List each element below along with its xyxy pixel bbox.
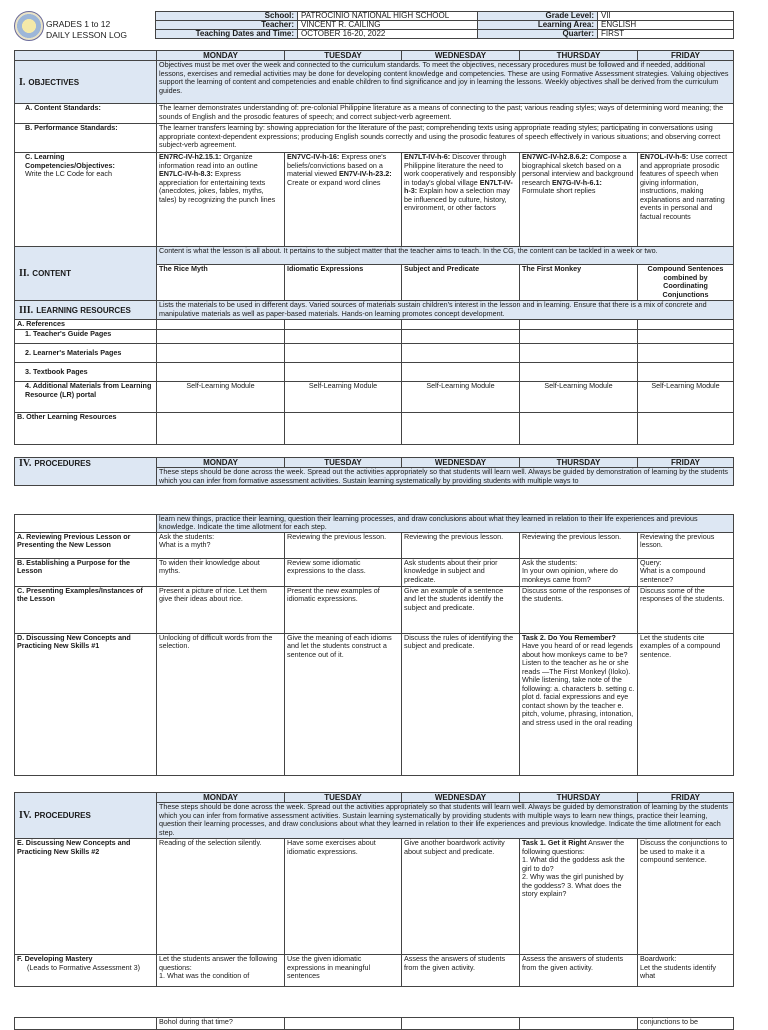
competency-thursday: EN7WC-IV-h2.8.6.2: Compose a biographical sketch based on a personal interview and background research EN7G-IV-h-6.1: Formulate short replies (520, 153, 638, 247)
content-heading: II. CONTENT (15, 247, 157, 301)
day-friday: FRIDAY (638, 793, 734, 803)
discussing2-thursday: Task 1. Get it Right Answer the following questions: 1. What did the goddess ask the girl to do? 2. Why was the girl punished by the goddess? 3. What does the story explain? (520, 839, 638, 955)
objectives-heading: I. OBJECTIVES (15, 61, 157, 104)
lesson-log-table (14, 50, 734, 445)
day-tuesday: TUESDAY (285, 793, 402, 803)
day-friday: FRIDAY (638, 458, 734, 468)
competency-monday: EN7RC-IV-h2.15.1: Organize information read into an outline EN7LC-IV-h-8.3: Express appreciation for entertaining texts (anecdotes, jokes, fables, myths, tales) by recognizing the punch lines (157, 153, 285, 247)
competency-friday: EN7OL-IV-h-5: Use correct and appropriate prosodic features of speech when giving information, instructions, making explanations and narrating events in personal and factual recounts (638, 153, 734, 247)
learners-materials-label: 2. Learner's Materials Pages (15, 344, 157, 363)
day-wednesday: WEDNESDAY (402, 458, 520, 468)
procedures-heading-page1: IV. PROCEDURES (15, 458, 157, 486)
content-topic-monday: The Rice Myth (157, 265, 285, 301)
day-thursday: THURSDAY (520, 793, 638, 803)
teacher-value: VINCENT R. CAILING (298, 21, 478, 30)
teaching-dates-label: Teaching Dates and Time: (156, 30, 298, 39)
day-tuesday: TUESDAY (285, 458, 402, 468)
procedures-note-full: These steps should be done across the week. Spread out the activities appropriately so that students will learn well. Always be guided by demonstration of learning by the students which you can infer from formative assessment activities. Sustain learning systematically by providing students with multiple ways to learn new things, practice their learning, question their learning processes, and draw conclusions about what they learned in relation to their life experiences and previous knowledge. Indicate the time allotment for each step. (157, 803, 734, 839)
mastery-monday-continued: Bohol during that time? (157, 1018, 285, 1030)
additional-materials-friday: Self-Learning Module (638, 382, 734, 413)
discussing2-monday: Reading of the selection silently. (157, 839, 285, 955)
daily-lesson-log-label: DAILY LESSON LOG (46, 30, 127, 40)
reviewing-lesson-label: A. Reviewing Previous Lesson or Presenting the New Lesson (15, 533, 157, 559)
purpose-thursday: Ask the students: In your own opinion, where do monkeys came from? (520, 559, 638, 587)
quarter-value: FIRST (598, 30, 734, 39)
day-monday: MONDAY (157, 51, 285, 61)
mastery-thursday: Assess the answers of students from the given activity. (520, 955, 638, 987)
day-monday: MONDAY (157, 793, 285, 803)
competency-tuesday: EN7VC-IV-h-16: Express one's beliefs/convictions based on a material viewed EN7V-IV-h-23.2: Create or expand word clines (285, 153, 402, 247)
procedures-table-page2 (14, 514, 734, 776)
day-wednesday: WEDNESDAY (402, 51, 520, 61)
mastery-friday-continued: conjunctions to be (638, 1018, 734, 1030)
content-topic-wednesday: Subject and Predicate (402, 265, 520, 301)
procedures-note-part1: These steps should be done across the week. Spread out the activities appropriately so that students will learn well. Always be guided by demonstration of learning by the students which you can infer from formative assessment activities. Sustain learning systematically by providing students with multiple ways to (157, 468, 734, 486)
presenting-monday: Present a picture of rice. Let them give their ideas about rice. (157, 587, 285, 634)
learning-competencies-label: C. Learning Competencies/Objectives: Write the LC Code for each (15, 153, 157, 247)
discussing-skills-2-label: E. Discussing New Concepts and Practicing New Skills #2 (15, 839, 157, 955)
day-thursday: THURSDAY (520, 51, 638, 61)
reviewing-tuesday: Reviewing the previous lesson. (285, 533, 402, 559)
grades-label: GRADES 1 to 12 (46, 19, 111, 29)
quarter-label: Quarter: (478, 30, 598, 39)
teacher-label: Teacher: (156, 21, 298, 30)
mastery-wednesday: Assess the answers of students from the given activity. (402, 955, 520, 987)
day-tuesday: TUESDAY (285, 51, 402, 61)
learning-area-value: ENGLISH (598, 21, 734, 30)
content-standards-text: The learner demonstrates understanding of: pre-colonial Philippine literature as a means of connecting to the past; various reading styles; ways of determining word meaning; the sounds of English and the prosodic features of speech; and correct subject-verb agreement. (157, 104, 734, 124)
learning-resources-note: Lists the materials to be used in different days. Varied sources of materials sustain children's interest in the lesson and in learning. Ensure that there is a mix of concrete and manipulative materials as well as paper-based materials. Hands-on learning promotes concept development. (157, 301, 734, 320)
procedures-note-part2: learn new things, practice their learning, question their learning processes, and draw conclusions about what they learned in relation to their life experiences and previous knowledge. Indicate the time allotment for each step. (157, 515, 734, 533)
procedures-table-page3 (14, 792, 734, 987)
school-label: School: (156, 12, 298, 21)
learning-resources-heading: III. LEARNING RESOURCES (15, 301, 157, 320)
additional-materials-tuesday: Self-Learning Module (285, 382, 402, 413)
school-value: PATROCINIO NATIONAL HIGH SCHOOL (298, 12, 478, 21)
day-thursday: THURSDAY (520, 458, 638, 468)
teaching-dates-value: OCTOBER 16-20, 2022 (298, 30, 478, 39)
discussing1-monday: Unlocking of difficult words from the selection. (157, 634, 285, 776)
discussing-skills-1-label: D. Discussing New Concepts and Practicing New Skills #1 (15, 634, 157, 776)
procedures-heading-page3: IV. PROCEDURES (15, 793, 157, 839)
performance-standards-text: The learner transfers learning by: showing appreciation for the literature of the past; comprehending texts using appropriate reading styles; participating in conversations using appropriate context-dependent expressions; producing English sounds correctly and using the prosodic features of speech effectively in various situations; and observing correct subject-verb agreement. (157, 124, 734, 153)
deped-seal-logo (14, 11, 44, 41)
purpose-monday: To widen their knowledge about myths. (157, 559, 285, 587)
content-note: Content is what the lesson is all about. It pertains to the subject matter that the teacher aims to teach. In the CG, the content can be tackled in a week or two. (157, 247, 734, 265)
reviewing-friday: Reviewing the previous lesson. (638, 533, 734, 559)
content-topic-thursday: The First Monkey (520, 265, 638, 301)
grade-level-label: Grade Level: (478, 12, 598, 21)
day-wednesday: WEDNESDAY (402, 793, 520, 803)
reviewing-thursday: Reviewing the previous lesson. (520, 533, 638, 559)
developing-mastery-label: F. Developing Mastery (Leads to Formative Assessment 3) (15, 955, 157, 987)
additional-materials-label: 4. Additional Materials from Learning Resource (LR) portal (15, 382, 157, 413)
discussing1-wednesday: Discuss the rules of identifying the subject and predicate. (402, 634, 520, 776)
other-resources-label: B. Other Learning Resources (15, 413, 157, 445)
discussing1-thursday: Task 2. Do You Remember? Have you heard of or read legends about how monkeys came to be? Listen to the teacher as he or she reads —The First Monkeyl (Iloko). While listening, take note of the following: a. characters b. setting c. plot d. facial expressions and eye contact shown by the teacher e. pitch, volume, phrasing, intonation, and stress used in the oral reading (520, 634, 638, 776)
additional-materials-thursday: Self-Learning Module (520, 382, 638, 413)
discussing1-friday: Let the students cite examples of a compound sentence. (638, 634, 734, 776)
mastery-tuesday: Use the given idiomatic expressions in meaningful sentences (285, 955, 402, 987)
content-topic-tuesday: Idiomatic Expressions (285, 265, 402, 301)
discussing2-wednesday: Give another boardwork activity about subject and predicate. (402, 839, 520, 955)
day-friday: FRIDAY (638, 51, 734, 61)
purpose-label: B. Establishing a Purpose for the Lesson (15, 559, 157, 587)
purpose-wednesday: Ask students about their prior knowledge in subject and predicate. (402, 559, 520, 587)
procedures-header-table-page1 (14, 457, 734, 486)
content-standards-label: A. Content Standards: (15, 104, 157, 124)
additional-materials-wednesday: Self-Learning Module (402, 382, 520, 413)
additional-materials-monday: Self-Learning Module (157, 382, 285, 413)
presenting-examples-label: C. Presenting Examples/Instances of the Lesson (15, 587, 157, 634)
competency-wednesday: EN7LT-IV-h-6: Discover through Philippine literature the need to work cooperatively and responsibly in today's global village EN7LT-IV-h-3: Explain how a selection may be influenced by culture, history, environment, or other factors (402, 153, 520, 247)
day-monday: MONDAY (157, 458, 285, 468)
presenting-thursday: Discuss some of the responses of the students. (520, 587, 638, 634)
purpose-tuesday: Review some idiomatic expressions to the class. (285, 559, 402, 587)
grade-level-value: VII (598, 12, 734, 21)
learning-area-label: Learning Area: (478, 21, 598, 30)
references-label: A. References (15, 320, 157, 330)
header-info-table (155, 11, 734, 39)
reviewing-wednesday: Reviewing the previous lesson. (402, 533, 520, 559)
textbook-pages-label: 3. Textbook Pages (15, 363, 157, 382)
discussing2-tuesday: Have some exercises about idiomatic expressions. (285, 839, 402, 955)
objectives-note: Objectives must be met over the week and connected to the curriculum standards. To meet the objectives, necessary procedures must be followed and if needed, additional lessons, exercises and remedial activities may be done for developing content knowledge and competencies. These are using Formative Assessment strategies. Valuing objectives support the learning of content and competencies and enable children to find significance and joy in learning the lessons. Weekly objectives shall be derived from the curriculum guides. (157, 61, 734, 104)
performance-standards-label: B. Performance Standards: (15, 124, 157, 153)
discussing2-friday: Discuss the conjunctions to be used to make it a compound sentence. (638, 839, 734, 955)
content-topic-friday: Compound Sentences combined by Coordinating Conjunctions (638, 265, 734, 301)
mastery-monday: Let the students answer the following questions: 1. What was the condition of (157, 955, 285, 987)
purpose-friday: Query: What is a compound sentence? (638, 559, 734, 587)
reviewing-monday: Ask the students: What is a myth? (157, 533, 285, 559)
presenting-wednesday: Give an example of a sentence and let the students identify the subject and predicate. (402, 587, 520, 634)
presenting-tuesday: Present the new examples of idiomatic expressions. (285, 587, 402, 634)
mastery-friday: Boardwork: Let the students identify what (638, 955, 734, 987)
presenting-friday: Discuss some of the responses of the students. (638, 587, 734, 634)
teachers-guide-label: 1. Teacher's Guide Pages (15, 330, 157, 344)
discussing1-tuesday: Give the meaning of each idioms and let the students construct a sentence out of it. (285, 634, 402, 776)
